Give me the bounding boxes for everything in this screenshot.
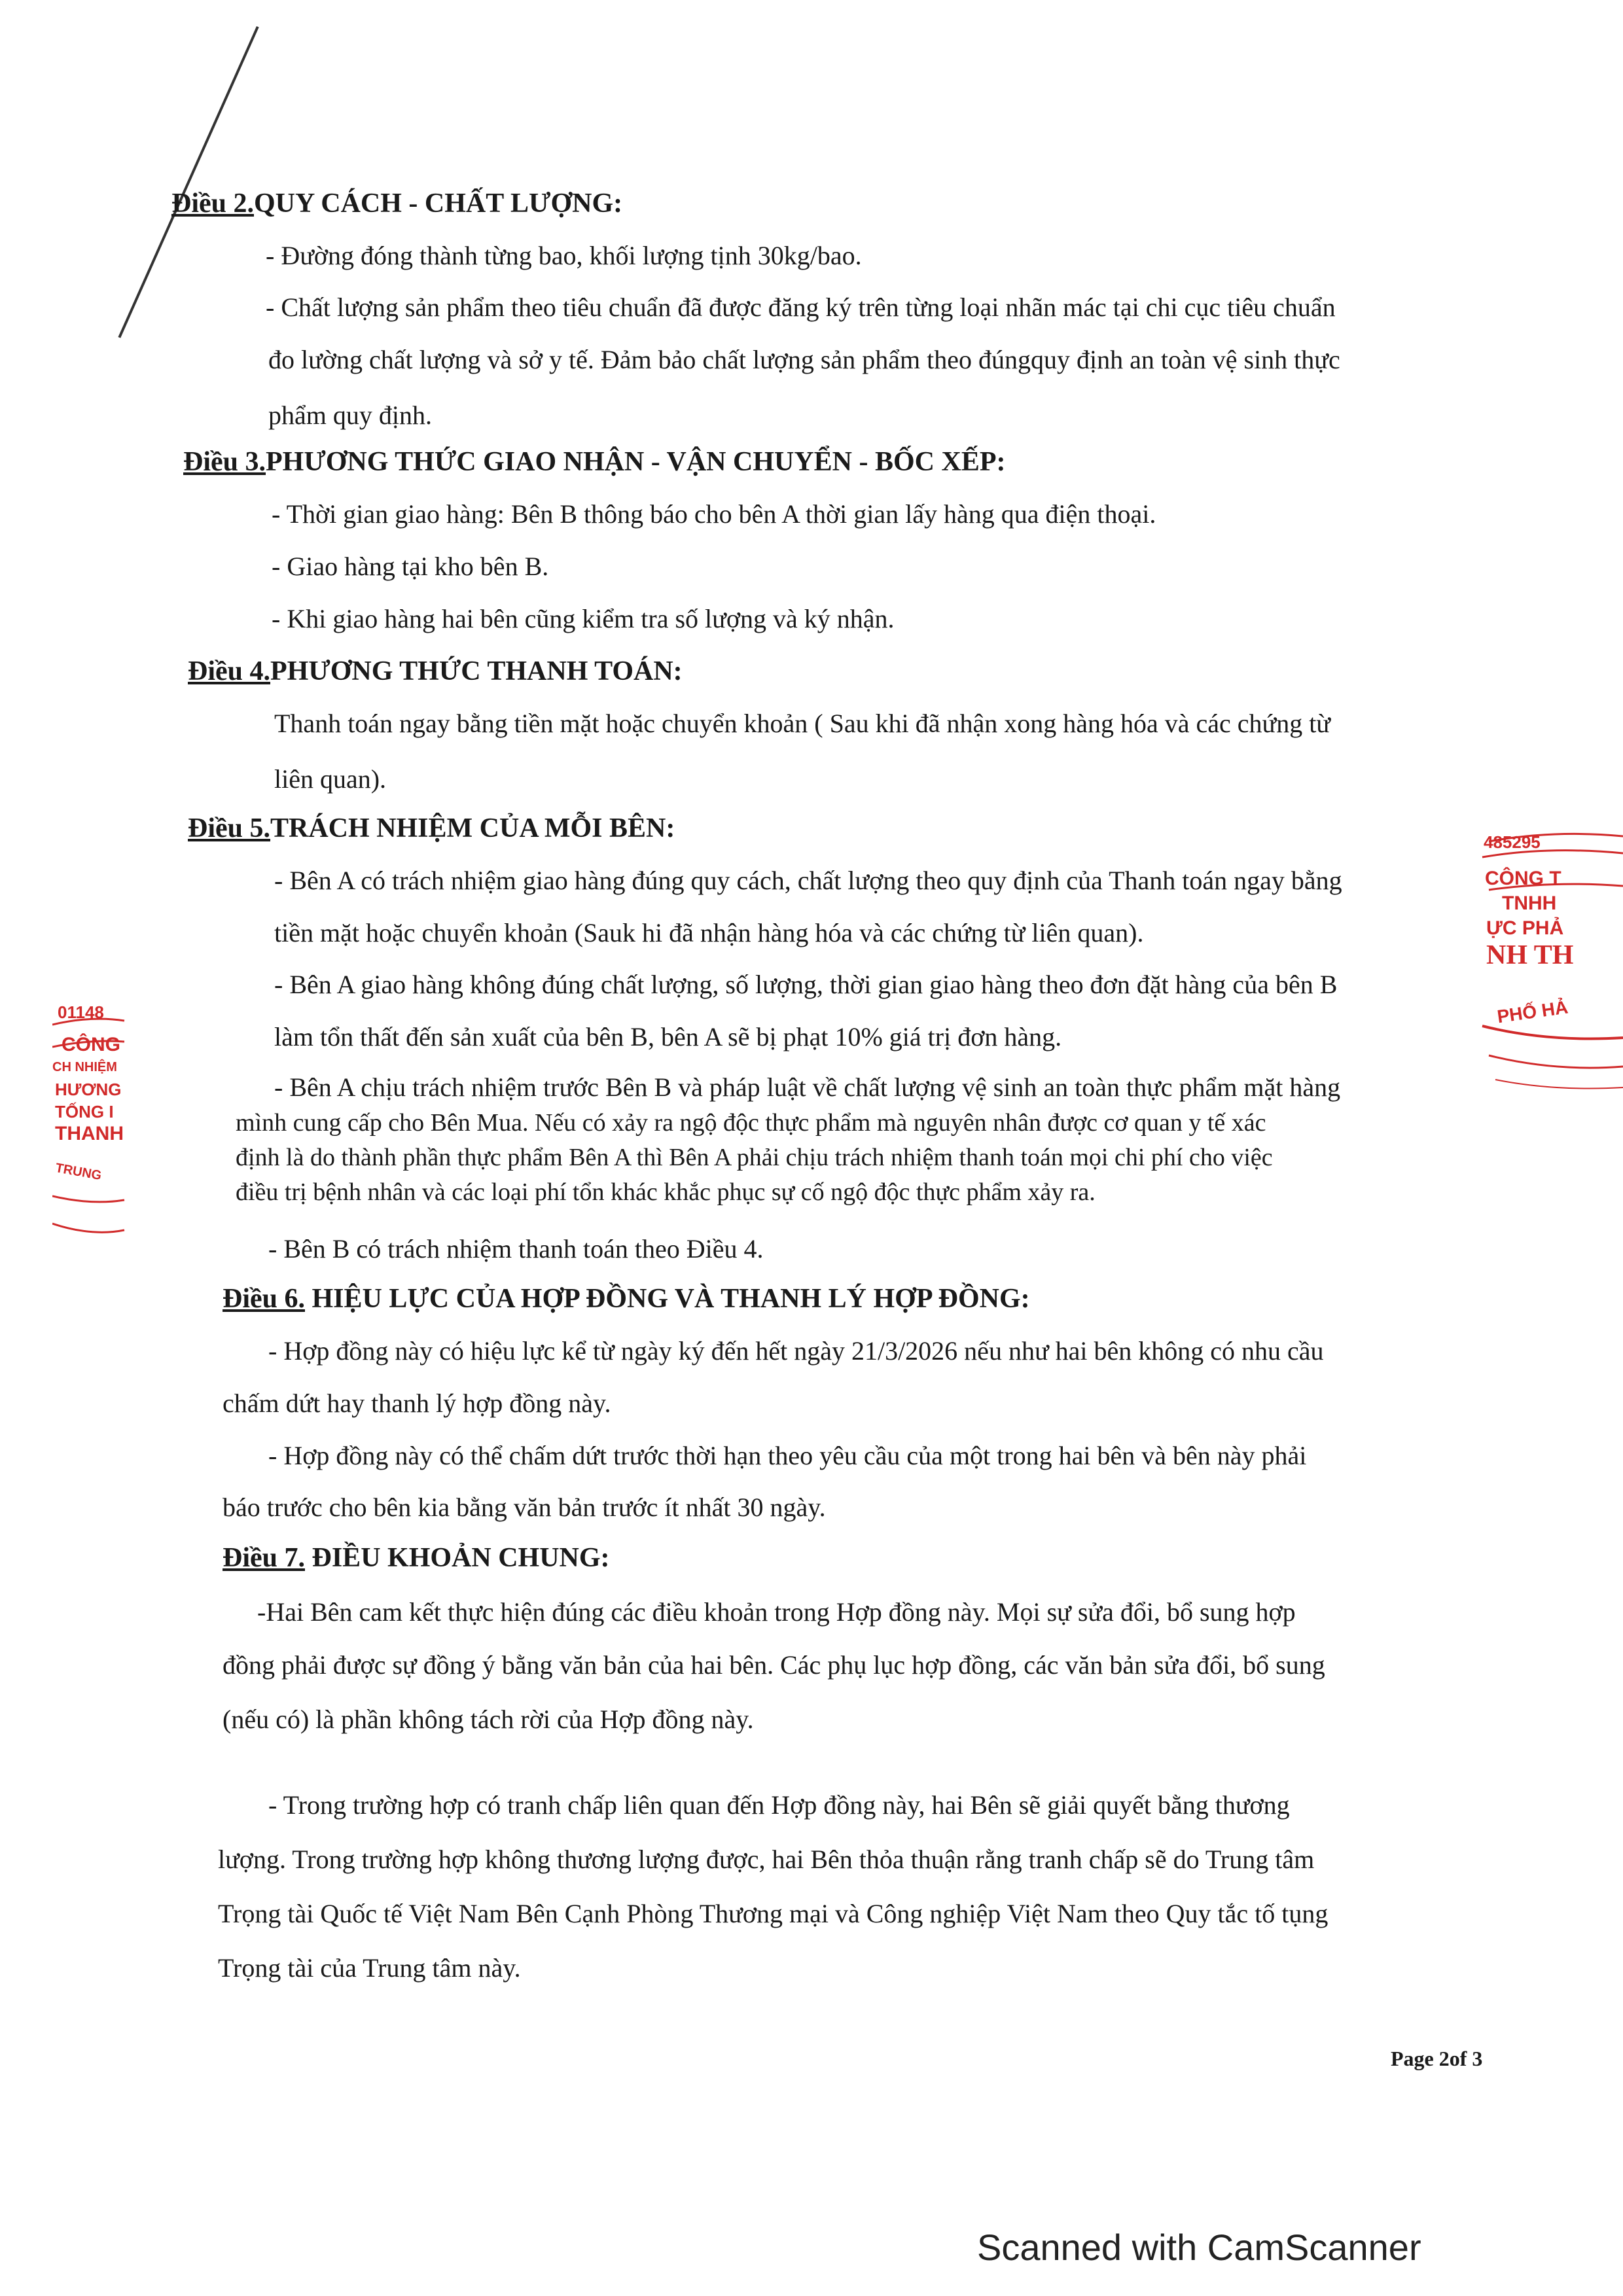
article-6-line-4: báo trước cho bên kia bằng văn bản trước ít nhất 30 ngày. [223, 1492, 826, 1522]
seal-right-line-3: TNHH [1502, 892, 1557, 914]
article-2-heading [171, 188, 622, 219]
article-6-heading [223, 1283, 1030, 1315]
article-4-heading [188, 656, 683, 687]
seal-right-line-1: 485295 [1484, 832, 1541, 852]
seal-right-line-2: CÔNG T [1485, 868, 1561, 889]
seal-left-arcs [52, 1001, 131, 1276]
article-3-title: PHƯƠNG THỨC GIAO NHẬN - VẬN CHUYỂN - BỐC XẾP: [266, 447, 1006, 477]
article-5-heading [188, 813, 675, 844]
seal-left-line-6: THANH [55, 1123, 124, 1144]
article-5-line-5: - Bên A chịu trách nhiệm trước Bên B và pháp luật về chất lượng vệ sinh an toàn thực phẩm mặt hàng [274, 1072, 1341, 1102]
article-5-line-1: - Bên A có trách nhiệm giao hàng đúng quy cách, chất lượng theo quy định của Thanh toán ngay bằng [274, 866, 1342, 895]
seal-left-line-4: HƯƠNG [55, 1080, 122, 1099]
camscanner-watermark: Scanned with CamScanner [977, 2227, 1421, 2268]
article-4-number: Điều 4. [188, 656, 270, 686]
article-5-line-2: tiền mặt hoặc chuyển khoản (Sauk hi đã nhận hàng hóa và các chứng từ liên quan). [274, 918, 1144, 947]
article-4-line-1: Thanh toán ngay bằng tiền mặt hoặc chuyển khoản ( Sau khi đã nhận xong hàng hóa và các chứng từ [274, 709, 1330, 738]
company-seal-left [52, 1001, 131, 1276]
article-6-line-1: - Hợp đồng này có hiệu lực kể từ ngày ký đến hết ngày 21/3/2026 nếu như hai bên không có nhu cầu [268, 1336, 1324, 1366]
article-5-line-7: định là do thành phần thực phẩm Bên A thì Bên A phải chịu trách nhiệm thanh toán mọi chi phí cho việc [236, 1144, 1273, 1171]
page-number: Page 2of 3 [1391, 2047, 1483, 2070]
article-3-line-3: - Khi giao hàng hai bên cũng kiểm tra số lượng và ký nhận. [272, 604, 895, 633]
article-7-number: Điều 7. [223, 1543, 305, 1573]
article-2-line-4: phẩm quy định. [268, 400, 432, 430]
article-2-number: Điều 2. [171, 188, 254, 219]
article-6-number: Điều 6. [223, 1284, 305, 1314]
article-7-line-1: -Hai Bên cam kết thực hiện đúng các điều khoản trong Hợp đồng này. Mọi sự sửa đổi, bổ sung hợp [257, 1597, 1296, 1627]
seal-right-line-5: NH TH [1486, 940, 1574, 970]
article-2-line-1: - Đường đóng thành từng bao, khối lượng tịnh 30kg/bao. [266, 241, 862, 270]
seal-left-line-2: CÔNG [62, 1034, 120, 1055]
seal-right-arcs [1476, 830, 1623, 1104]
article-7-line-5: lượng. Trong trường hợp không thương lượng được, hai Bên thỏa thuận rằng tranh chấp sẽ do Trung tâm [218, 1845, 1315, 1874]
seal-left-line-7: TRUNG [54, 1161, 103, 1184]
company-seal-right [1476, 830, 1623, 1104]
scan-edge-line [118, 26, 259, 338]
article-3-number: Điều 3. [183, 447, 266, 477]
article-7-line-2: đồng phải được sự đồng ý bằng văn bản của hai bên. Các phụ lục hợp đồng, các văn bản sửa đổi, bổ sung [223, 1650, 1325, 1680]
article-5-line-8: điều trị bệnh nhân và các loại phí tổn khác khắc phục sự cố ngộ độc thực phẩm xảy ra. [236, 1178, 1096, 1206]
seal-right-line-6: PHỐ HẢ [1495, 997, 1569, 1027]
article-2-line-2: - Chất lượng sản phẩm theo tiêu chuẩn đã được đăng ký trên từng loại nhãn mác tại chi cục tiêu chuẩn [266, 292, 1336, 322]
article-2-line-3: đo lường chất lượng và sở y tế. Đảm bảo chất lượng sản phẩm theo đúngquy định an toàn vệ sinh thực [268, 345, 1340, 374]
article-6-line-3: - Hợp đồng này có thể chấm dứt trước thời hạn theo yêu cầu của một trong hai bên và bên này phải [268, 1441, 1307, 1470]
article-2-title: QUY CÁCH - CHẤT LƯỢNG: [254, 188, 623, 219]
seal-left-line-1: 01148 [58, 1002, 104, 1022]
article-7-line-6: Trọng tài Quốc tế Việt Nam Bên Cạnh Phòng Thương mại và Công nghiệp Việt Nam theo Quy tắc tố tụng [218, 1899, 1329, 1928]
seal-left-line-5: TỐNG I [55, 1102, 114, 1122]
article-5-line-4: làm tổn thất đến sản xuất của bên B, bên A sẽ bị phạt 10% giá trị đơn hàng. [274, 1022, 1062, 1051]
article-6-title: HIỆU LỰC CỦA HỢP ĐỒNG VÀ THANH LÝ HỢP ĐỒNG: [305, 1284, 1030, 1314]
seal-right-line-4: ỰC PHẢ [1486, 917, 1564, 939]
article-7-line-3: (nếu có) là phần không tách rời của Hợp đồng này. [223, 1704, 754, 1734]
article-5-line-6: mình cung cấp cho Bên Mua. Nếu có xảy ra ngộ độc thực phẩm mà nguyên nhân được cơ quan y tế xác [236, 1109, 1266, 1137]
article-5-line-9: - Bên B có trách nhiệm thanh toán theo Điều 4. [268, 1234, 764, 1263]
article-7-line-4: - Trong trường hợp có tranh chấp liên quan đến Hợp đồng này, hai Bên sẽ giải quyết bằng thương [268, 1790, 1290, 1820]
article-5-number: Điều 5. [188, 813, 270, 843]
article-3-heading [183, 446, 1006, 478]
article-6-line-2: chấm dứt hay thanh lý hợp đồng này. [223, 1388, 611, 1418]
article-7-line-7: Trọng tài của Trung tâm này. [218, 1953, 521, 1983]
article-3-line-2: - Giao hàng tại kho bên B. [272, 552, 549, 581]
article-3-line-1: - Thời gian giao hàng: Bên B thông báo cho bên A thời gian lấy hàng qua điện thoại. [272, 499, 1156, 529]
article-4-title: PHƯƠNG THỨC THANH TOÁN: [270, 656, 683, 686]
seal-left-line-3: CH NHIỆM [52, 1060, 117, 1074]
article-5-line-3: - Bên A giao hàng không đúng chất lượng, số lượng, thời gian giao hàng theo đơn đặt hàng của bên B [274, 970, 1338, 999]
article-7-heading [223, 1542, 610, 1574]
article-5-title: TRÁCH NHIỆM CỦA MỖI BÊN: [270, 813, 675, 843]
article-4-line-2: liên quan). [274, 764, 387, 794]
article-7-title: ĐIỀU KHOẢN CHUNG: [305, 1543, 610, 1573]
